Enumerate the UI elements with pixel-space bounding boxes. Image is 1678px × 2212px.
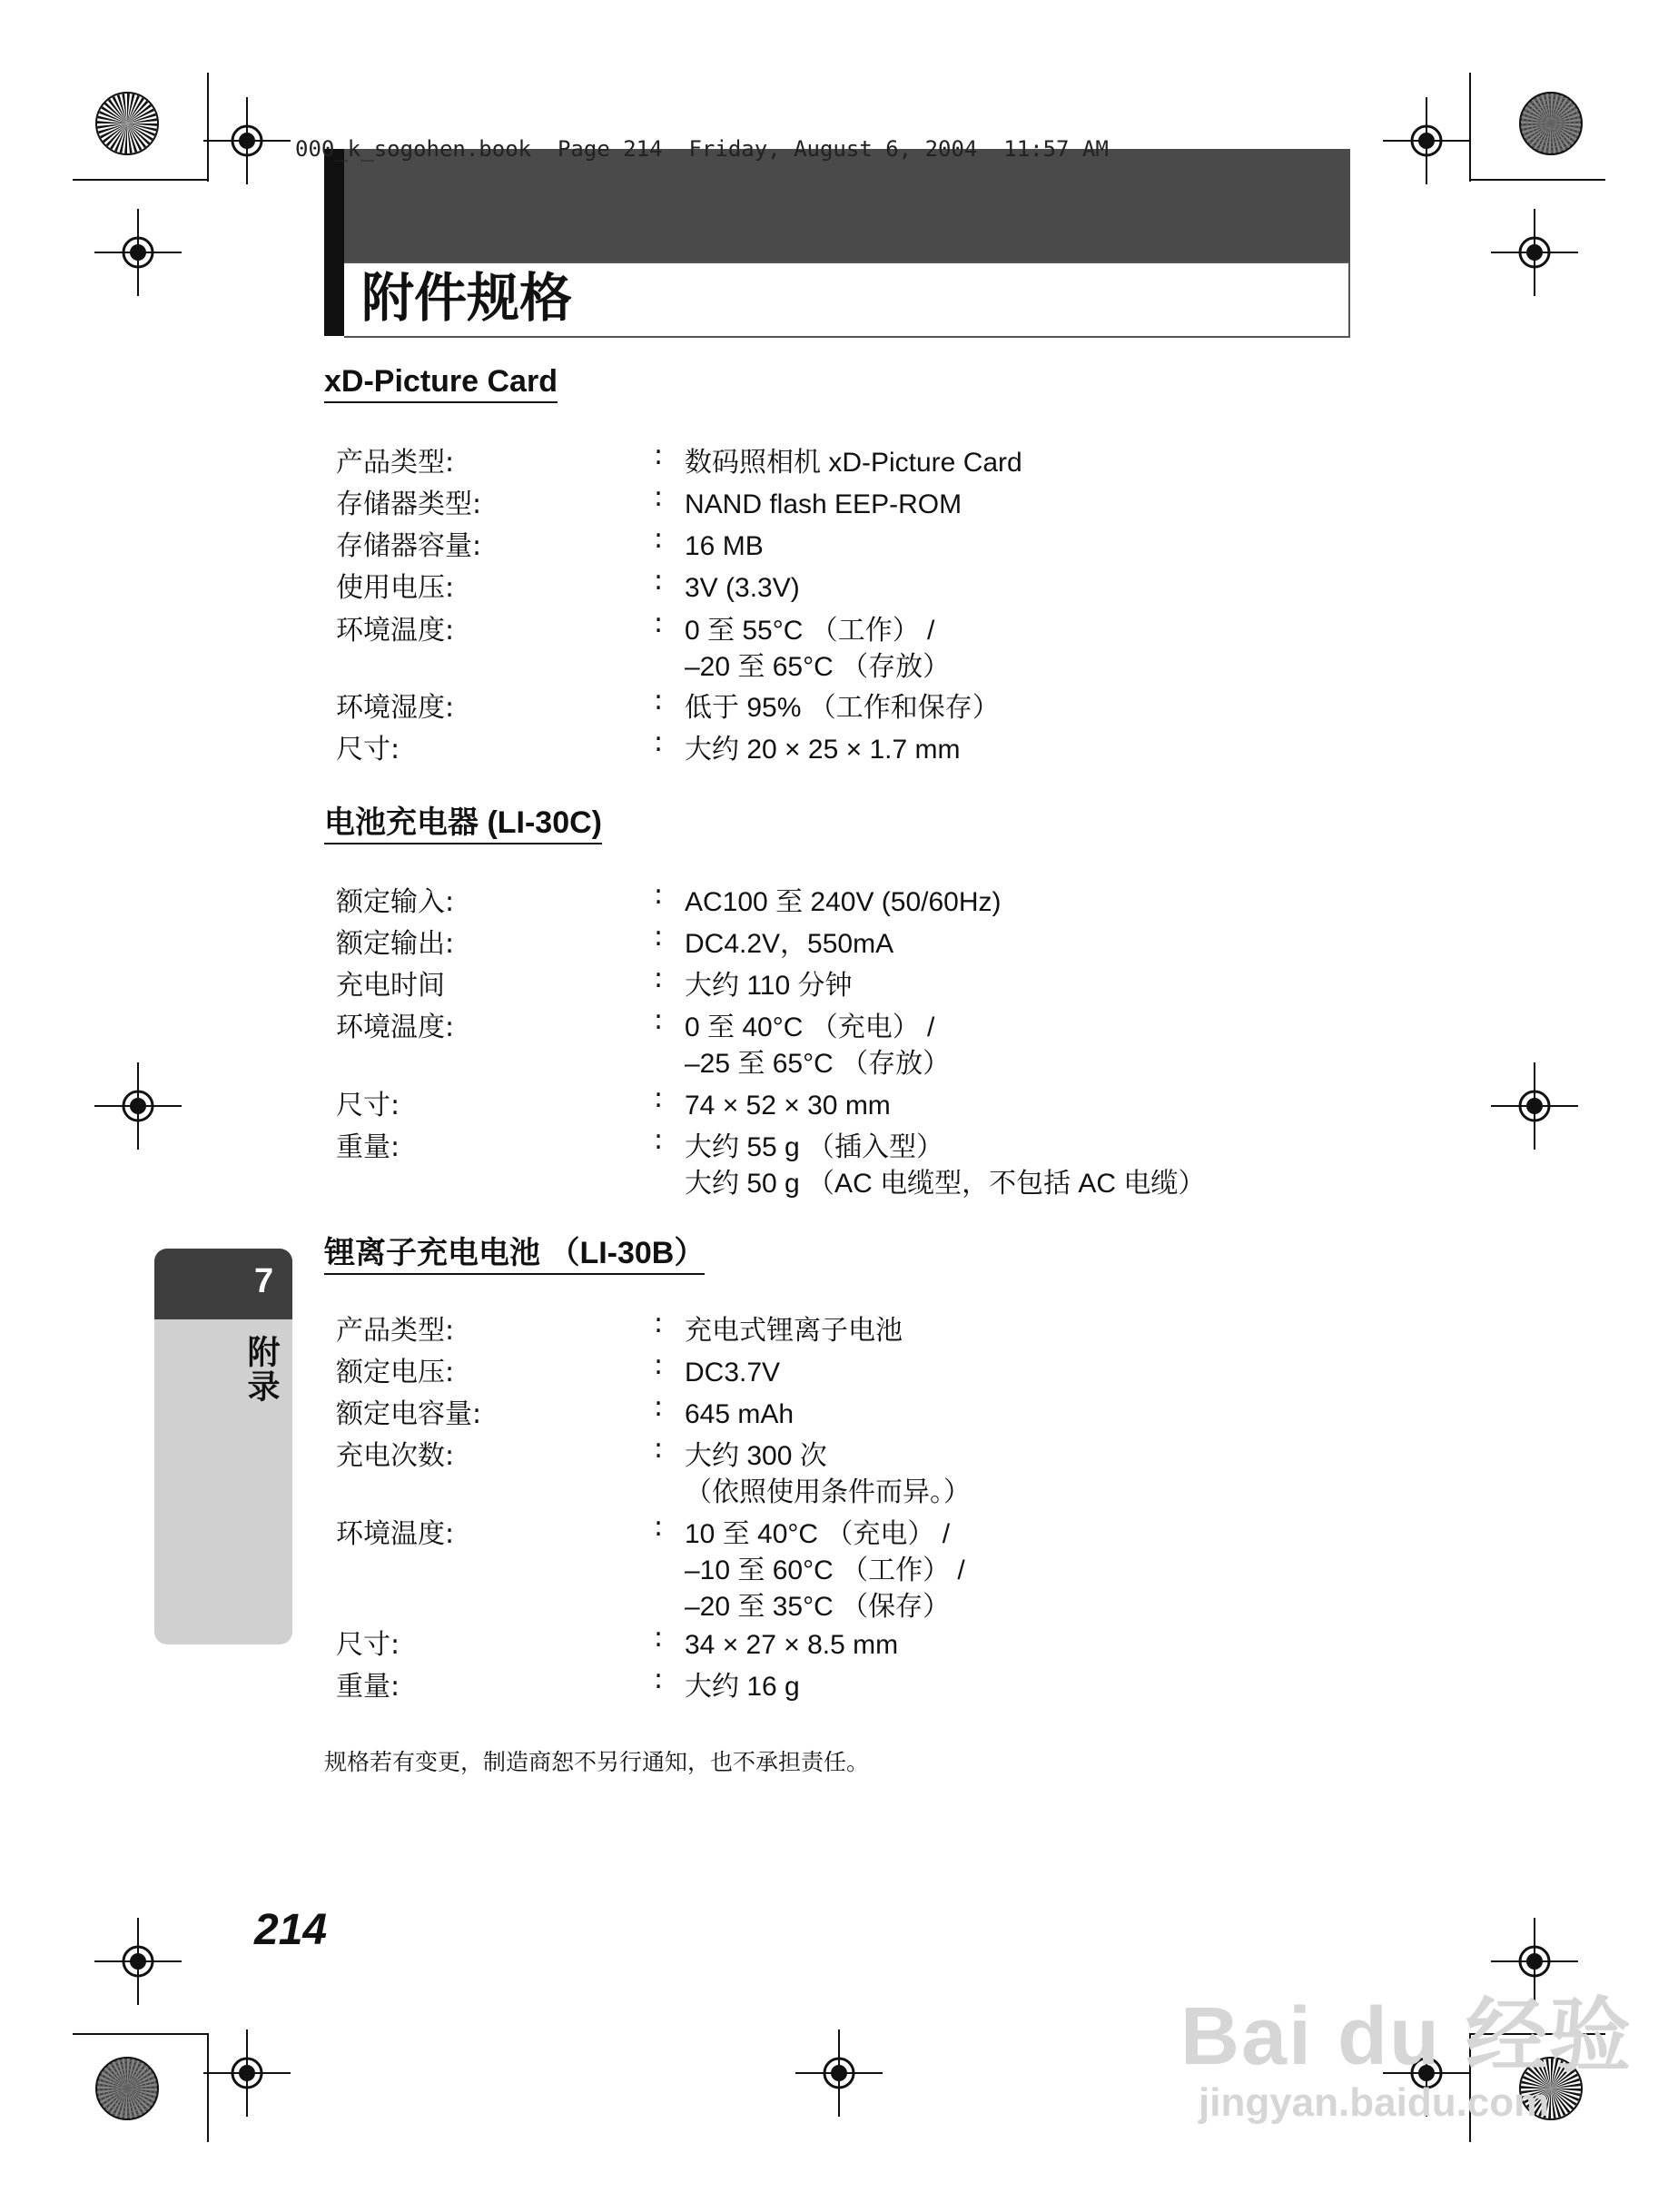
spec-value-line: –20 至 35°C （保存） [685, 1592, 951, 1622]
crop-line [1469, 73, 1471, 182]
spec-value [685, 926, 893, 963]
spec-label: 尺寸: [336, 1629, 400, 1661]
page-title: 附件规格 [361, 267, 573, 329]
starburst-target-icon [1518, 91, 1584, 156]
spec-value-line: NAND flash EEP-ROM [685, 489, 962, 519]
spec-colon: : [654, 1308, 664, 1339]
registration-mark-icon [94, 1918, 182, 2005]
registration-mark-icon [795, 2029, 883, 2117]
crop-line [73, 179, 209, 181]
spec-value [685, 1397, 794, 1433]
spec-colon: : [654, 481, 664, 513]
spec-value-line: 大约 20 × 25 × 1.7 mm [685, 735, 961, 765]
spec-value-line: 645 mAh [685, 1399, 795, 1429]
spec-value-line: 大约 300 次 [685, 1441, 827, 1471]
spec-colon: : [654, 523, 664, 555]
spec-value-line: 0 至 40°C （充电） / [685, 1012, 935, 1042]
spec-value [685, 1313, 903, 1349]
spec-value [685, 732, 960, 768]
spec-value [685, 528, 764, 565]
crop-line [1469, 179, 1605, 181]
spec-colon: : [654, 879, 664, 911]
spec-colon: : [654, 1349, 664, 1381]
watermark-logo-text: Bai du 经验 [1180, 1991, 1634, 2082]
spec-value [685, 1438, 971, 1511]
spec-colon: : [654, 685, 664, 716]
spec-value [685, 445, 1022, 481]
registration-mark-icon [1491, 1062, 1578, 1150]
spec-label: 额定输出: [336, 928, 455, 960]
spec-value [685, 690, 1000, 726]
spec-value-line: –10 至 60°C （工作） / [685, 1555, 965, 1585]
spec-value-line: 大约 55 g （插入型） [685, 1132, 944, 1162]
spec-value-line: 低于 95% （工作和保存） [685, 693, 1000, 723]
spec-value-line: AC100 至 240V (50/60Hz) [685, 887, 1002, 917]
spec-label: 产品类型: [336, 447, 455, 479]
spec-colon: : [654, 1511, 664, 1543]
spec-colon: : [654, 1433, 664, 1465]
starburst-target-icon [94, 2056, 160, 2121]
spec-label: 环境温度: [336, 615, 455, 647]
spec-colon: : [654, 439, 664, 471]
baidu-watermark [1180, 1993, 1633, 2126]
spec-colon: : [654, 1124, 664, 1156]
crop-line [207, 2033, 209, 2142]
spec-value-line: –20 至 65°C （存放） [685, 652, 951, 682]
spec-value-line: –25 至 65°C （存放） [685, 1049, 951, 1079]
spec-label: 重量: [336, 1671, 400, 1703]
spec-colon: : [654, 1082, 664, 1114]
page-number: 214 [254, 1906, 328, 1954]
spec-value [685, 1130, 1205, 1202]
spec-value [685, 570, 800, 607]
spec-label: 环境温度: [336, 1518, 455, 1550]
spec-value [685, 1669, 800, 1705]
spec-label: 充电时间 [336, 970, 445, 1002]
spec-value [685, 884, 1002, 921]
spec-label: 尺寸: [336, 1090, 400, 1121]
spec-label: 尺寸: [336, 734, 400, 765]
starburst-target-icon [94, 91, 160, 156]
spec-value-line: （依照使用条件而异。） [685, 1477, 971, 1507]
registration-mark-icon [1383, 97, 1470, 184]
spec-label: 重量: [336, 1131, 400, 1163]
section-heading-xd-card: xD-Picture Card [324, 363, 558, 403]
spec-colon: : [654, 1004, 664, 1036]
spec-value-line: 3V (3.3V) [685, 573, 800, 603]
spec-colon: : [654, 607, 664, 639]
chapter-number: 7 [254, 1262, 274, 1300]
file-header-line: 000_k_sogohen.book Page 214 Friday, August 6, 2004 11:57 AM [295, 136, 1109, 162]
spec-value [685, 613, 950, 686]
spec-value [685, 1627, 898, 1664]
spec-value [685, 968, 853, 1004]
spec-value-line: 74 × 52 × 30 mm [685, 1091, 891, 1121]
spec-label: 充电次数: [336, 1440, 455, 1472]
spec-label: 环境湿度: [336, 692, 455, 724]
watermark-url: jingyan.baidu.com [1199, 2080, 1550, 2125]
spec-value-line: 10 至 40°C （充电） / [685, 1519, 951, 1549]
spec-value-line: DC4.2V，550mA [685, 929, 894, 959]
registration-mark-icon [94, 1062, 182, 1150]
spec-value-line: 大约 16 g [685, 1672, 800, 1702]
spec-label: 额定电容量: [336, 1398, 482, 1430]
section-heading-charger: 电池充电器 (LI-30C) [324, 805, 602, 844]
spec-value [685, 1516, 965, 1625]
spec-colon: : [654, 565, 664, 597]
spec-label: 存储器类型: [336, 489, 482, 520]
spec-value-line: 大约 110 分钟 [685, 971, 853, 1001]
spec-label: 额定输入: [336, 886, 455, 918]
spec-value-line: DC3.7V [685, 1358, 781, 1387]
spec-value-line: 数码照相机 xD-Picture Card [685, 448, 1022, 478]
spec-value-line: 充电式锂离子电池 [685, 1316, 903, 1346]
spec-colon: : [654, 921, 664, 953]
spec-label: 产品类型: [336, 1315, 455, 1347]
spec-colon: : [654, 726, 664, 758]
spec-label: 存储器容量: [336, 530, 482, 562]
spec-value [685, 487, 962, 523]
spec-colon: : [654, 1664, 664, 1695]
spec-value-line: 34 × 27 × 8.5 mm [685, 1630, 899, 1660]
spec-value [685, 1355, 780, 1391]
registration-mark-icon [203, 97, 291, 184]
disclaimer-footnote: 规格若有变更，制造商恕不另行通知，也不承担责任。 [324, 1749, 870, 1775]
crop-line [73, 2033, 209, 2035]
chapter-label: 附录 [242, 1335, 280, 1404]
registration-mark-icon [1491, 209, 1578, 296]
spec-value [685, 1088, 891, 1124]
crop-line [207, 73, 209, 182]
title-bar-dark [324, 149, 1350, 262]
spec-value-line: 16 MB [685, 531, 764, 561]
registration-mark-icon [203, 2029, 291, 2117]
spec-label: 额定电压: [336, 1357, 455, 1388]
spec-label: 使用电压: [336, 572, 455, 604]
spec-value-line: 0 至 55°C （工作） / [685, 616, 935, 646]
spec-value-line: 大约 50 g （AC 电缆型，不包括 AC 电缆） [685, 1169, 1206, 1199]
spec-label: 环境温度: [336, 1012, 455, 1043]
section-heading-battery: 锂离子充电电池 （LI-30B） [324, 1235, 705, 1275]
spec-value [685, 1010, 950, 1082]
spec-colon: : [654, 1622, 664, 1654]
title-bar-accent [324, 149, 344, 336]
registration-mark-icon [94, 209, 182, 296]
spec-colon: : [654, 1391, 664, 1423]
spec-colon: : [654, 963, 664, 994]
